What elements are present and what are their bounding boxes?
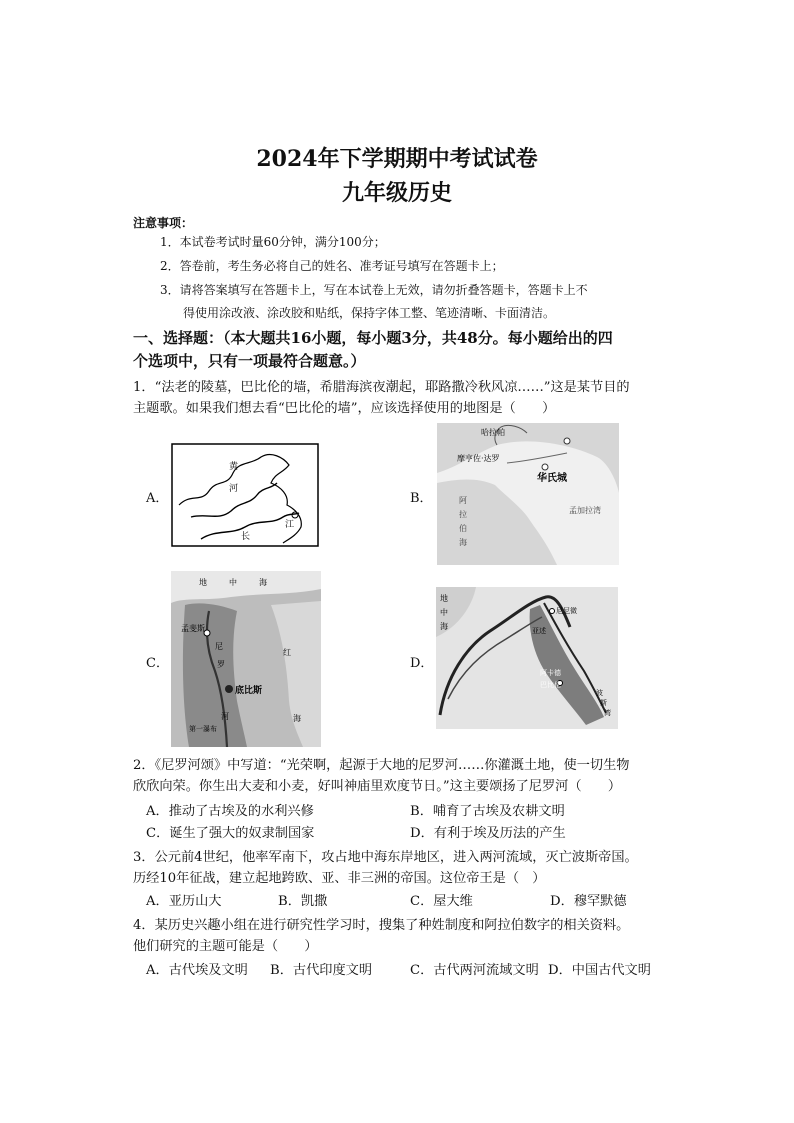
q2-option-c[interactable]: C．诞生了强大的奴隶制国家 — [146, 826, 315, 841]
q4-option-c[interactable]: C．古代两河流域文明 — [410, 963, 539, 978]
q3-option-b[interactable]: B．凯撒 — [278, 894, 328, 909]
notice-heading: 注意事项： — [133, 216, 194, 230]
map-c-label: 海 — [293, 714, 301, 723]
option-d-label: D． — [410, 656, 434, 671]
notice-item: 2．答卷前，考生务必将自己的姓名、准考证号填写在答题卡上； — [160, 259, 504, 273]
option-b-label: B． — [410, 491, 433, 506]
notice-item: 得使用涂改液、涂改胶和贴纸，保持字体工整、笔迹清晰、卡面清洁。 — [183, 306, 556, 320]
map-a-label: 江 — [285, 520, 295, 530]
map-c-label: 尼 — [215, 642, 223, 651]
notice-item: 3．请将答案填写在答题卡上，写在本试卷上无效，请勿折叠答题卡，答题卡上不 — [160, 283, 588, 297]
map-b-label: 孟加拉湾 — [569, 506, 601, 515]
question-3 — [133, 847, 673, 889]
option-c-label: C． — [146, 656, 169, 671]
map-a-china-rivers — [171, 443, 319, 547]
map-a-label: 黄 — [229, 462, 239, 472]
q4-option-d[interactable]: D．中国古代文明 — [548, 963, 651, 978]
map-d-label: 海 — [440, 622, 448, 631]
map-d-label: 湾 — [604, 709, 611, 717]
map-b-label: 哈拉帕 — [481, 428, 505, 437]
question-4 — [133, 915, 673, 957]
map-d-label: 斯 — [600, 699, 607, 707]
map-b-india — [437, 423, 619, 565]
map-b-label: 阿 — [459, 496, 467, 505]
map-d-label: 亚述 — [532, 627, 546, 635]
map-c-label: 孟斐斯 — [181, 624, 205, 633]
map-c-label: 地 — [199, 578, 207, 587]
question-text: 3．公元前4世纪，他率军南下，攻占地中海东岸地区，进入两河流域，灭亡波斯帝国。 — [133, 850, 638, 865]
q3-option-c[interactable]: C．屋大维 — [410, 894, 473, 909]
map-c-label: 河 — [221, 712, 229, 721]
map-d-label: 巴比伦 — [540, 681, 561, 689]
map-d-mesopotamia — [436, 587, 618, 729]
map-a-label: 长 — [241, 532, 251, 542]
q4-option-a[interactable]: A．古代埃及文明 — [146, 963, 248, 978]
map-b-label: 拉 — [459, 510, 467, 519]
q4-option-b[interactable]: B．古代印度文明 — [270, 963, 373, 978]
question-text: 主题歌。如果我们想去看“巴比伦的墙”，应该选择使用的地图是（ ） — [133, 401, 556, 416]
map-c-label: 底比斯 — [235, 686, 263, 696]
map-b-label: 华氏城 — [537, 473, 567, 484]
map-b-city-harappa — [564, 438, 570, 444]
question-text: 4．某历史兴趣小组在进行研究性学习时，搜集了种姓制度和阿拉伯数字的相关资料。 — [133, 918, 630, 933]
q2-option-a[interactable]: A．推动了古埃及的水利兴修 — [146, 804, 314, 819]
map-d-label: 尼尼微 — [556, 607, 577, 615]
q3-option-a[interactable]: A．亚历山大 — [146, 894, 222, 909]
q2-option-b[interactable]: B．哺育了古埃及农耕文明 — [410, 804, 565, 819]
map-b-label: 摩亨佐·达罗 — [457, 454, 500, 463]
question-2 — [133, 755, 673, 797]
map-d-label: 阿卡德 — [540, 669, 561, 677]
map-c-label: 红 — [283, 648, 291, 657]
section-heading — [133, 327, 673, 373]
map-a-frame — [172, 444, 318, 546]
section-heading-line: 一、选择题：（本大题共16小题，每小题3分，共48分。每小题给出的四 — [133, 329, 613, 347]
map-b-label: 伯 — [459, 524, 467, 533]
question-text: 他们研究的主题可能是（ ） — [133, 939, 318, 954]
question-text: 2．《尼罗河颂》中写道：“光荣啊，起源于大地的尼罗河……你灌溉土地，使一切生物 — [133, 758, 630, 773]
map-c-city-thebes — [225, 685, 233, 693]
map-d-label: 中 — [440, 608, 448, 617]
option-a-label: A． — [146, 491, 169, 506]
map-d-city-nineveh — [550, 609, 555, 614]
notice-item: 1．本试卷考试时量60分钟，满分100分； — [160, 235, 386, 249]
q3-option-d[interactable]: D．穆罕默德 — [550, 894, 627, 909]
exam-title: 2024年下学期期中考试试卷 — [256, 146, 538, 172]
map-d-label: 地 — [440, 594, 448, 603]
map-a-label: 河 — [229, 484, 239, 494]
exam-subtitle: 九年级历史 — [341, 180, 452, 206]
map-b-label: 海 — [459, 538, 467, 547]
question-text: 1．“法老的陵墓，巴比伦的墙，希腊海滨夜潮起，耶路撒冷秋风凉……”这是某节目的 — [133, 380, 630, 395]
map-c-egypt-nile — [171, 571, 321, 747]
map-c-label: 罗 — [217, 660, 225, 669]
map-b-city-pataliputra — [542, 464, 548, 470]
section-heading-line: 个选项中，只有一项最符合题意。） — [133, 352, 366, 370]
map-c-label: 第一瀑布 — [189, 725, 217, 733]
map-c-label: 中 — [229, 578, 237, 587]
q2-option-d[interactable]: D．有利于埃及历法的产生 — [410, 826, 566, 841]
question-text: 历经10年征战，建立起地跨欧、亚、非三洲的帝国。这位帝王是（ ） — [133, 871, 546, 886]
map-d-label: 波 — [596, 689, 603, 697]
map-c-label: 海 — [259, 578, 267, 587]
question-1 — [133, 377, 673, 419]
question-text: 欣欣向荣。你生出大麦和小麦，好叫神庙里欢度节日。”这主要颂扬了尼罗河（ ） — [133, 779, 622, 794]
